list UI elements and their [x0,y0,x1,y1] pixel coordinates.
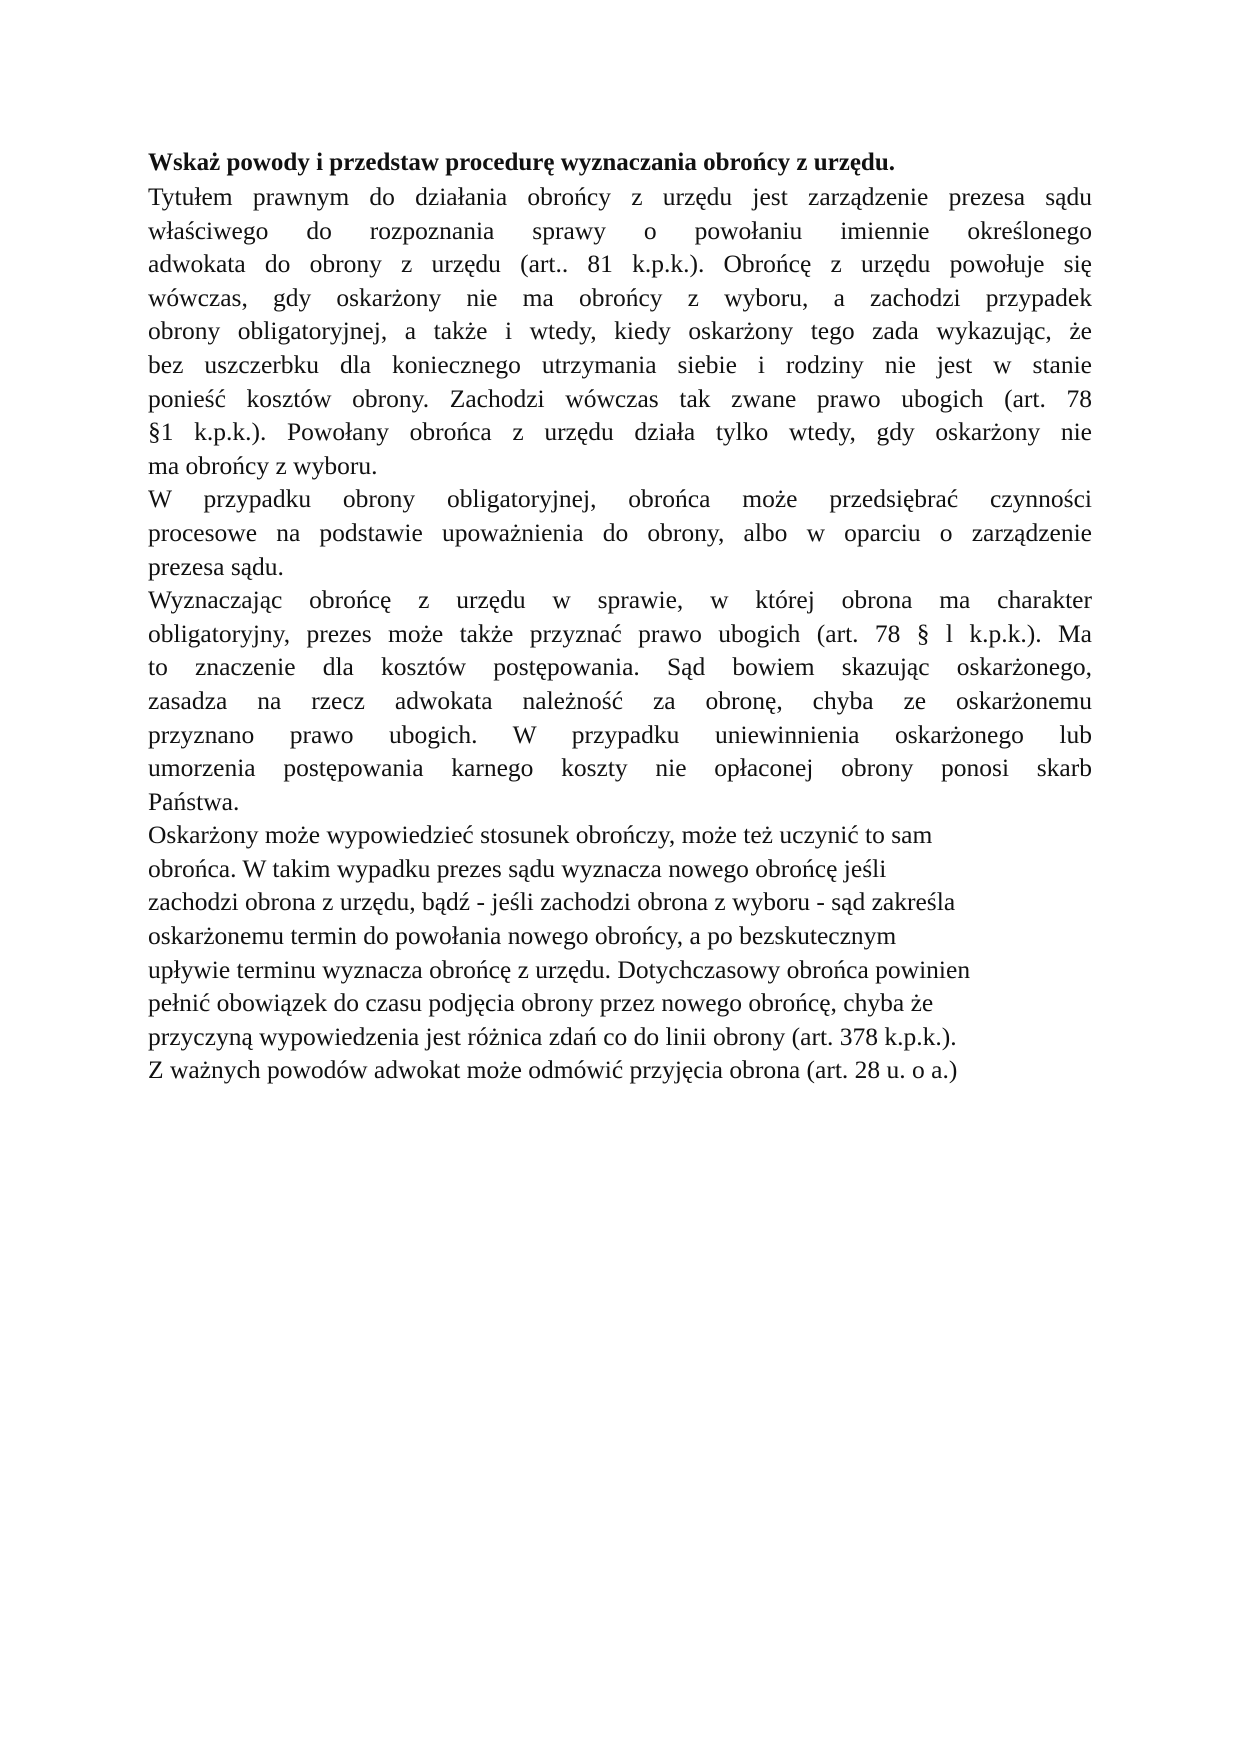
paragraph-line: Z ważnych powodów adwokat może odmówić przyjęcia obrona (art. 28 u. o a.) [148,1055,958,1085]
document-body [148,146,1092,1087]
paragraph-line: umorzenia postępowania karnego koszty nie opłaconej obrony ponosi skarb [148,753,1092,783]
paragraph-line: zasadza na rzecz adwokata należność za obronę, chyba ze oskarżonemu [148,685,1092,715]
paragraphs-container [148,180,1092,1087]
paragraph-line: adwokata do obrony z urzędu (art.. 81 k.p.k.). Obrońcę z urzędu powołuje się [148,249,1092,279]
paragraph-line: upływie terminu wyznacza obrońcę z urzędu. Dotychczasowy obrońca powinien [148,954,971,984]
paragraph-line: Oskarżony może wypowiedzieć stosunek obrończy, może też uczynić to sam [148,820,933,850]
paragraph [148,583,1092,818]
paragraph-line: Tytułem prawnym do działania obrońcy z urzędu jest zarządzenie prezesa sądu [148,182,1092,211]
paragraph-line: procesowe na podstawie upoważnienia do obrony, albo w oparciu o zarządzenie [148,517,1092,547]
paragraph-line: pełnić obowiązek do czasu podjęcia obrony przez nowego obrońcę, chyba że [148,988,934,1018]
paragraph-line: bez uszczerbku dla koniecznego utrzymania siebie i rodziny nie jest w stanie [148,349,1092,379]
paragraph-line: ponieść kosztów obrony. Zachodzi wówczas tak zwane prawo ubogich (art. 78 [148,383,1092,413]
paragraph-line: to znaczenie dla kosztów postępowania. Sąd bowiem skazując oskarżonego, [148,652,1092,682]
paragraph-line: Wyznaczając obrońcę z urzędu w sprawie, w której obrona ma charakter [148,585,1092,615]
paragraph-line: §1 k.p.k.). Powołany obrońca z urzędu działa tylko wtedy, gdy oskarżony nie [148,417,1092,447]
paragraph [148,818,1092,1087]
paragraph-line: przyczyną wypowiedzenia jest różnica zdań co do linii obrony (art. 378 k.p.k.). [148,1021,957,1051]
paragraph-line: W przypadku obrony obligatoryjnej, obrońca może przedsiębrać czynności [148,484,1092,514]
paragraph-line: właściwego do rozpoznania sprawy o powołaniu imiennie określonego [148,215,1092,245]
paragraph-line: ma obrońcy z wyboru. [148,450,378,480]
paragraph-line: przyznano prawo ubogich. W przypadku uniewinnienia oskarżonego lub [148,719,1092,749]
paragraph-line: prezesa sądu. [148,551,284,581]
paragraph-line: zachodzi obrona z urzędu, bądź - jeśli zachodzi obrona z wyboru - sąd zakreśla [148,887,956,917]
paragraph-line: oskarżonemu termin do powołania nowego obrońcy, a po bezskutecznym [148,921,897,951]
document-title: Wskaż powody i przedstaw procedurę wyznaczania obrońcy z urzędu. [148,149,895,176]
paragraph-line: obrony obligatoryjnej, a także i wtedy, kiedy oskarżony tego zada wykazując, że [148,316,1092,346]
paragraph [148,482,1092,583]
paragraph-line: wówczas, gdy oskarżony nie ma obrońcy z wyboru, a zachodzi przypadek [148,282,1092,312]
paragraph-line: Państwa. [148,786,240,816]
paragraph [148,180,1092,482]
paragraph-line: obrońca. W takim wypadku prezes sądu wyznacza nowego obrońcę jeśli [148,853,887,883]
paragraph-line: obligatoryjny, prezes może także przyznać prawo ubogich (art. 78 § l k.p.k.). Ma [148,618,1092,648]
